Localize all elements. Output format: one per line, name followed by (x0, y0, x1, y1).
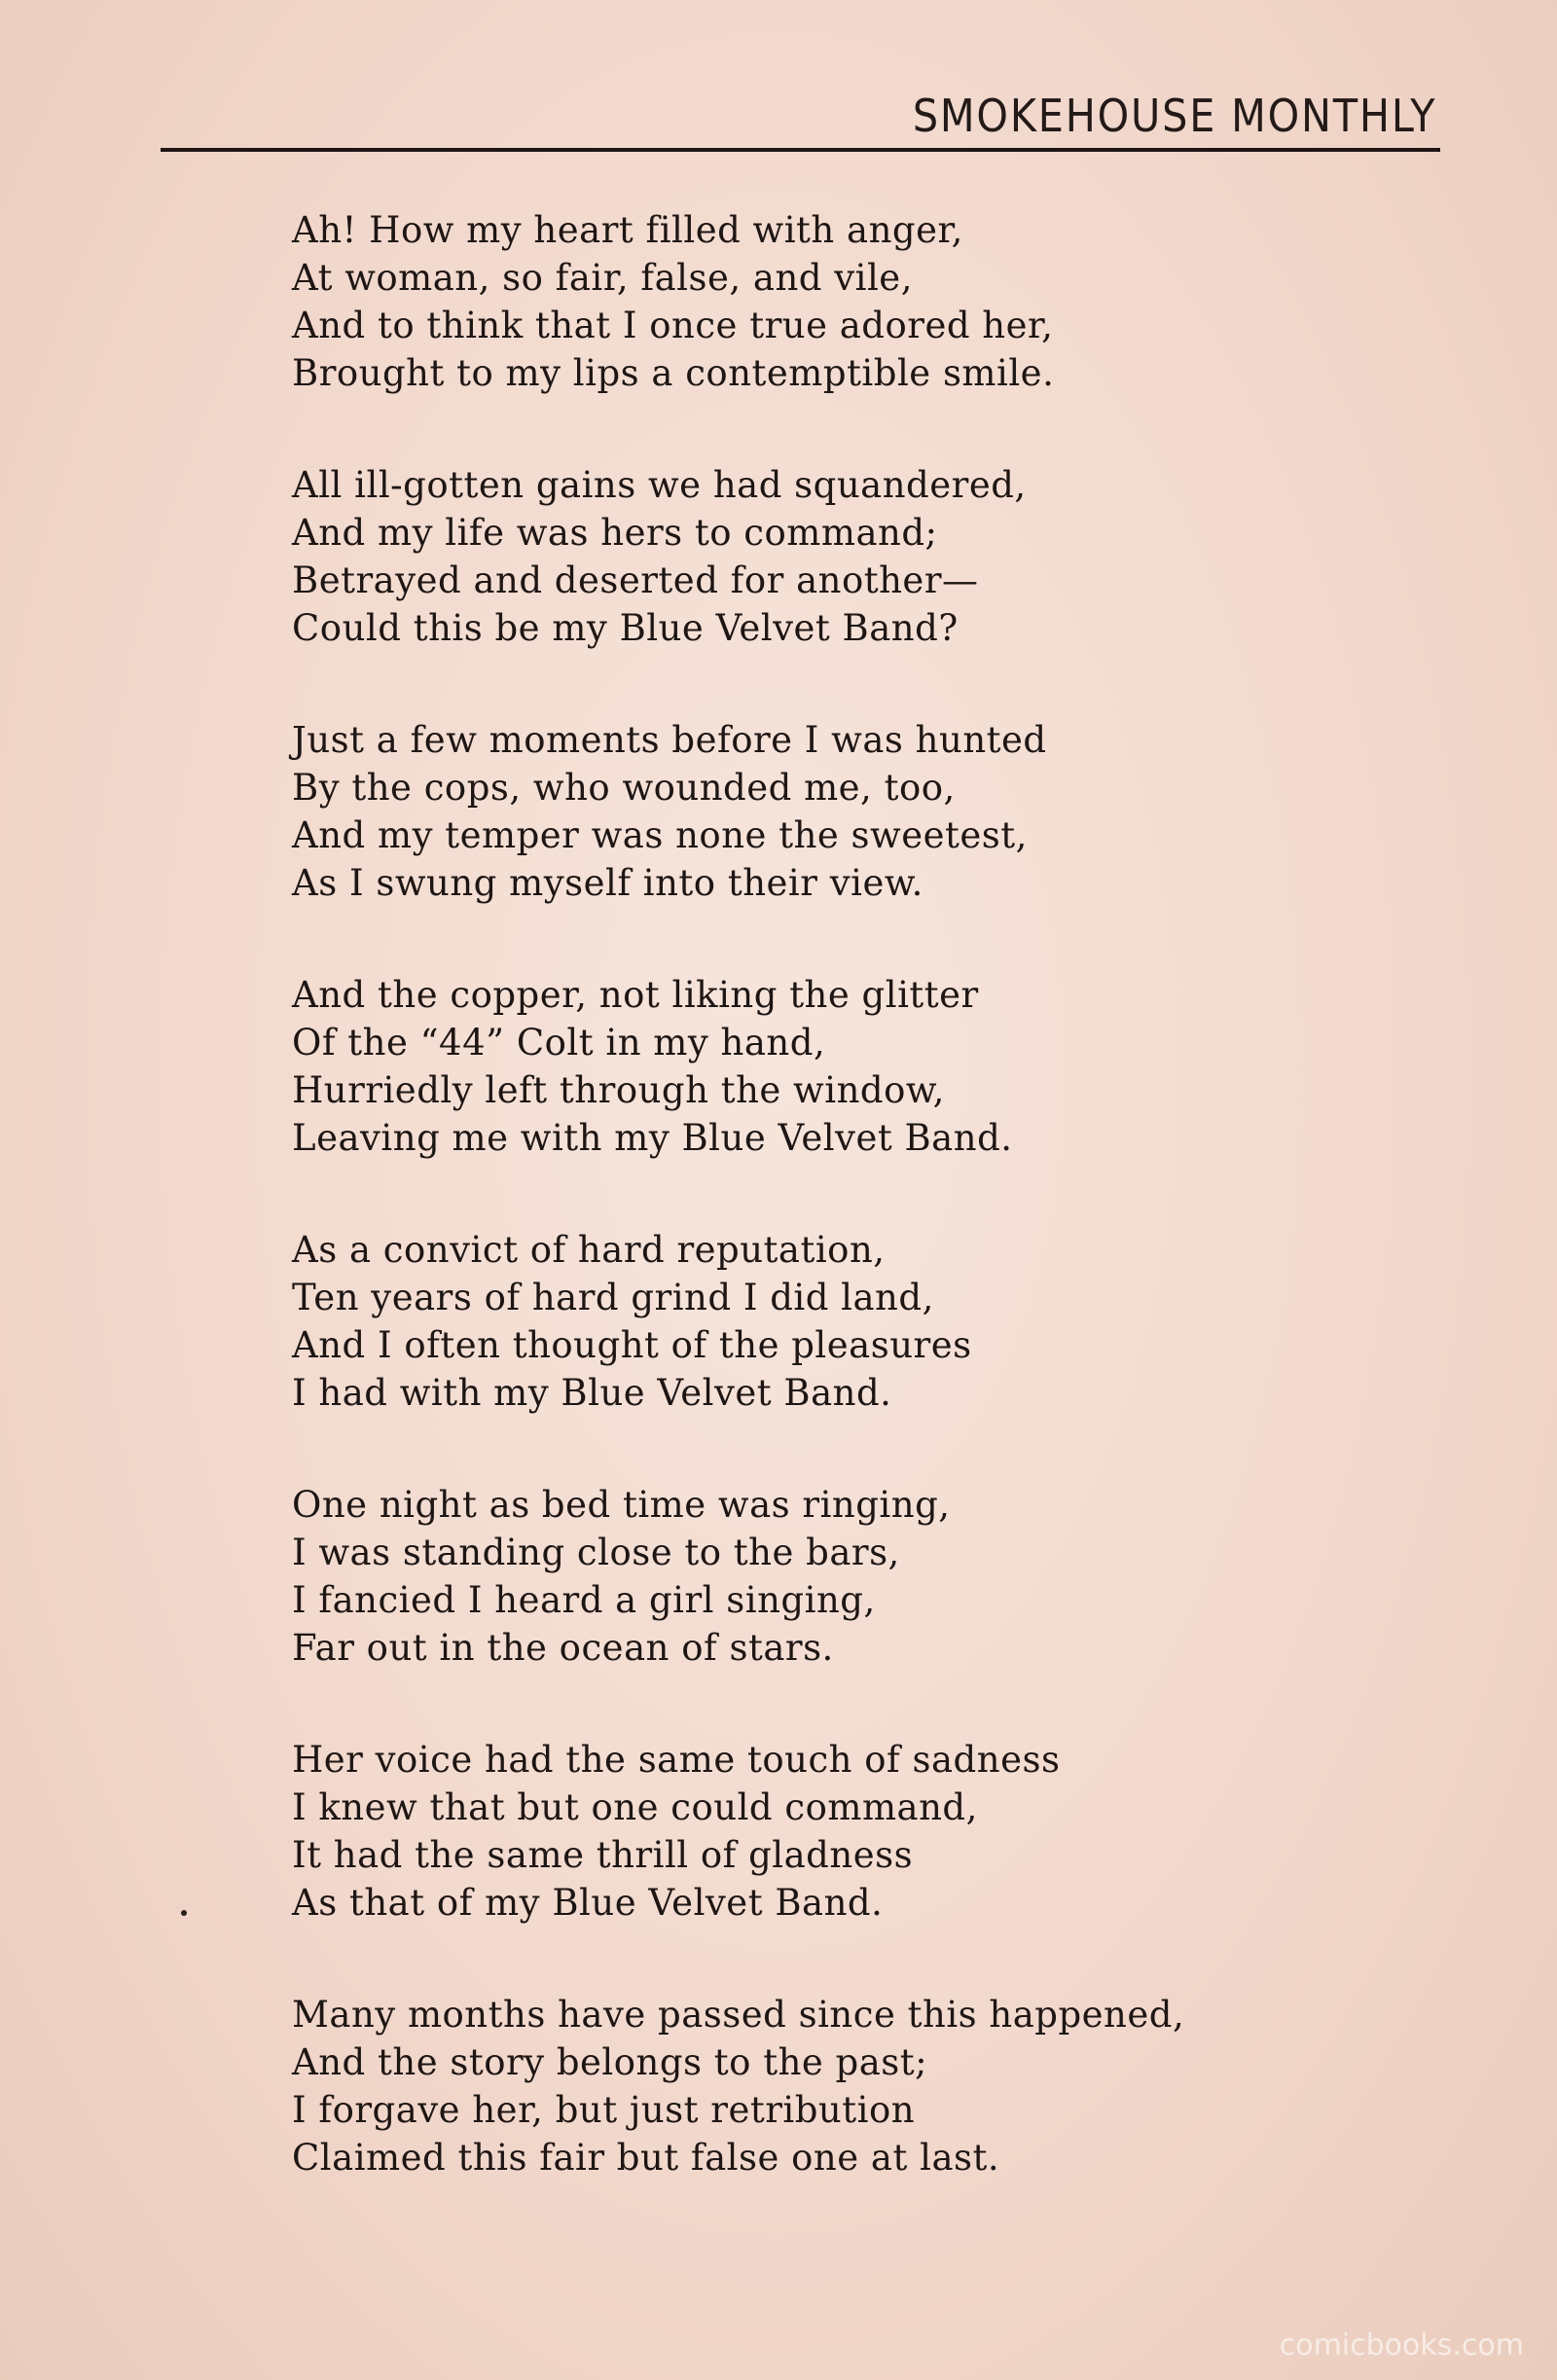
poem-line: And my temper was none the sweetest, (292, 814, 1028, 856)
poem-line: Far out in the ocean of stars. (292, 1627, 834, 1669)
poem-line: Just a few moments before I was hunted (292, 719, 1047, 761)
poem-line: Of the “44” Colt in my hand, (292, 1022, 826, 1064)
poem-line: As I swung myself into their view. (292, 862, 923, 904)
poem-line: One night as bed time was ringing, (292, 1484, 951, 1526)
magazine-title: SMOKEHOUSE MONTHLY (912, 90, 1436, 142)
poem (292, 206, 1323, 2246)
poem-line: Could this be my Blue Velvet Band? (292, 607, 959, 649)
stanza (292, 461, 1323, 652)
poem-line: Betrayed and deserted for another— (292, 559, 979, 601)
poem-line: Hurriedly left through the window, (292, 1069, 945, 1111)
poem-line: And the copper, not liking the glitter (292, 974, 979, 1016)
poem-line: Leaving me with my Blue Velvet Band. (292, 1117, 1013, 1159)
poem-line: I knew that but one could command, (292, 1786, 978, 1828)
poem-line: I had with my Blue Velvet Band. (292, 1372, 892, 1414)
stanza (292, 971, 1323, 1162)
poem-line: As that of my Blue Velvet Band. (292, 1882, 884, 1924)
stanza (292, 206, 1323, 397)
stanza (292, 1226, 1323, 1417)
poem-line: I forgave her, but just retribution (292, 2089, 916, 2131)
poem-line: It had the same thrill of gladness (292, 1834, 914, 1876)
watermark-text: comicbooks.com (1279, 2328, 1524, 2362)
poem-line: Ah! How my heart filled with anger, (292, 209, 963, 251)
page-header (161, 90, 1440, 152)
poem-line: At woman, so fair, false, and vile, (292, 257, 913, 299)
stanza (292, 716, 1323, 907)
poem-line: Many months have passed since this happened, (292, 1994, 1185, 2036)
poem-line: And the story belongs to the past; (292, 2041, 928, 2083)
poem-line: And I often thought of the pleasures (292, 1324, 972, 1366)
poem-line: Brought to my lips a contemptible smile. (292, 352, 1055, 394)
poem-line: By the cops, who wounded me, too, (292, 767, 956, 809)
poem-line: I fancied I heard a girl singing, (292, 1579, 876, 1621)
poem-line: All ill-gotten gains we had squandered, (292, 464, 1027, 506)
poem-line: Her voice had the same touch of sadness (292, 1739, 1061, 1781)
poem-line: And to think that I once true adored her, (292, 305, 1054, 346)
stanza (292, 1991, 1323, 2182)
stanza (292, 1736, 1323, 1927)
ink-speck (181, 1910, 187, 1916)
poem-line: Claimed this fair but false one at last. (292, 2137, 1000, 2179)
stanza (292, 1481, 1323, 1672)
poem-line: Ten years of hard grind I did land, (292, 1277, 934, 1318)
poem-line: As a convict of hard reputation, (292, 1229, 886, 1271)
poem-line: I was standing close to the bars, (292, 1532, 900, 1573)
poem-line: And my life was hers to command; (292, 512, 938, 554)
